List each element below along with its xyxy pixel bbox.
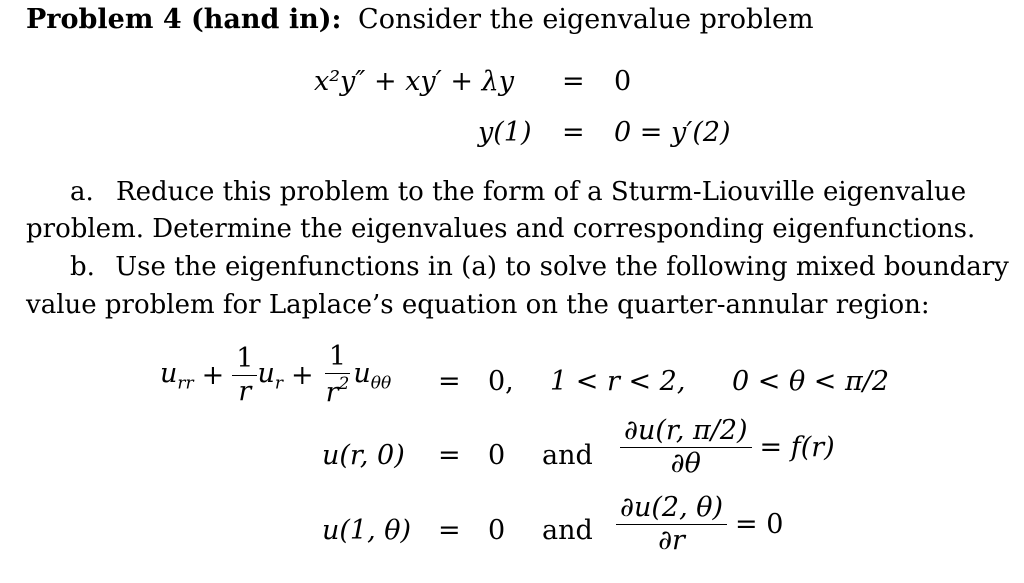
eigen-equation-eq: = — [562, 66, 585, 97]
eigen-equation-lhs: x²y″ + xy′ + λy — [314, 66, 514, 97]
bc1-rhs: 0 — [488, 440, 506, 471]
part-a-text-1: Reduce this problem to the form of a Sturm-Liouville eigenvalue — [116, 177, 967, 207]
bc1-eq: = — [438, 440, 461, 471]
domain-r: 1 < r < 2, — [550, 366, 686, 397]
part-a-label: a. — [70, 177, 94, 207]
bc2-derivative — [616, 494, 783, 556]
u-rr-term: $u_{rr}$ — [160, 357, 194, 394]
bc1-derivative — [620, 417, 835, 479]
plus-sign-1: + — [201, 359, 225, 391]
bc1-fraction: $\frac{\partial u(r, \pi/2)}{\partial\theta}$ — [620, 417, 752, 479]
bc2-fraction: $\frac{\partial u(2, \theta)}{\partial r}$ — [616, 494, 727, 556]
part-b-line1 — [70, 252, 1024, 282]
bc2-eq: = — [438, 515, 461, 546]
fraction-one-over-r: $\frac{1}{r}$ — [232, 345, 257, 407]
part-b-text-2: value problem for Laplace’s equation on the quarter-annular region: — [26, 290, 930, 320]
problem-heading — [26, 4, 814, 35]
problem-title: Problem 4 (hand in): — [26, 4, 342, 35]
boundary-condition-lhs: y(1) — [478, 117, 532, 148]
laplace-equation-lhs — [160, 343, 391, 408]
bc2-tail: = 0 — [735, 509, 784, 541]
part-b-text-1: Use the eigenfunctions in (a) to solve the following mixed boundary — [115, 252, 1009, 282]
part-a-line1 — [70, 177, 1024, 207]
domain-theta: 0 < θ < π/2 — [732, 366, 890, 397]
boundary-condition-rhs: 0 = y′(2) — [614, 117, 731, 148]
eigen-equation-rhs: 0 — [614, 66, 632, 97]
bc2-rhs: 0 — [488, 515, 506, 546]
laplace-equation-rhs: 0, — [488, 366, 514, 397]
plus-sign-2: + — [291, 359, 314, 391]
u-theta-theta-term: $u_{\theta\theta}$ — [353, 357, 392, 394]
bc1-and: and — [542, 440, 593, 471]
bc1-tail: = f(r) — [759, 432, 835, 464]
boundary-condition-eq: = — [562, 117, 585, 148]
part-b-label: b. — [70, 252, 95, 282]
problem-intro: Consider the eigenvalue problem — [358, 4, 814, 35]
bc1-lhs: u(r, 0) — [322, 440, 405, 471]
laplace-equation-eq: = — [438, 366, 461, 397]
u-r-term: $u_r$ — [257, 357, 283, 394]
bc2-lhs: u(1, θ) — [322, 515, 412, 546]
bc2-and: and — [542, 515, 593, 546]
part-a-text-2: problem. Determine the eigenvalues and corresponding eigenfunctions. — [26, 214, 976, 244]
fraction-one-over-r-squared: $\frac{1}{r^2}$ — [325, 341, 350, 409]
